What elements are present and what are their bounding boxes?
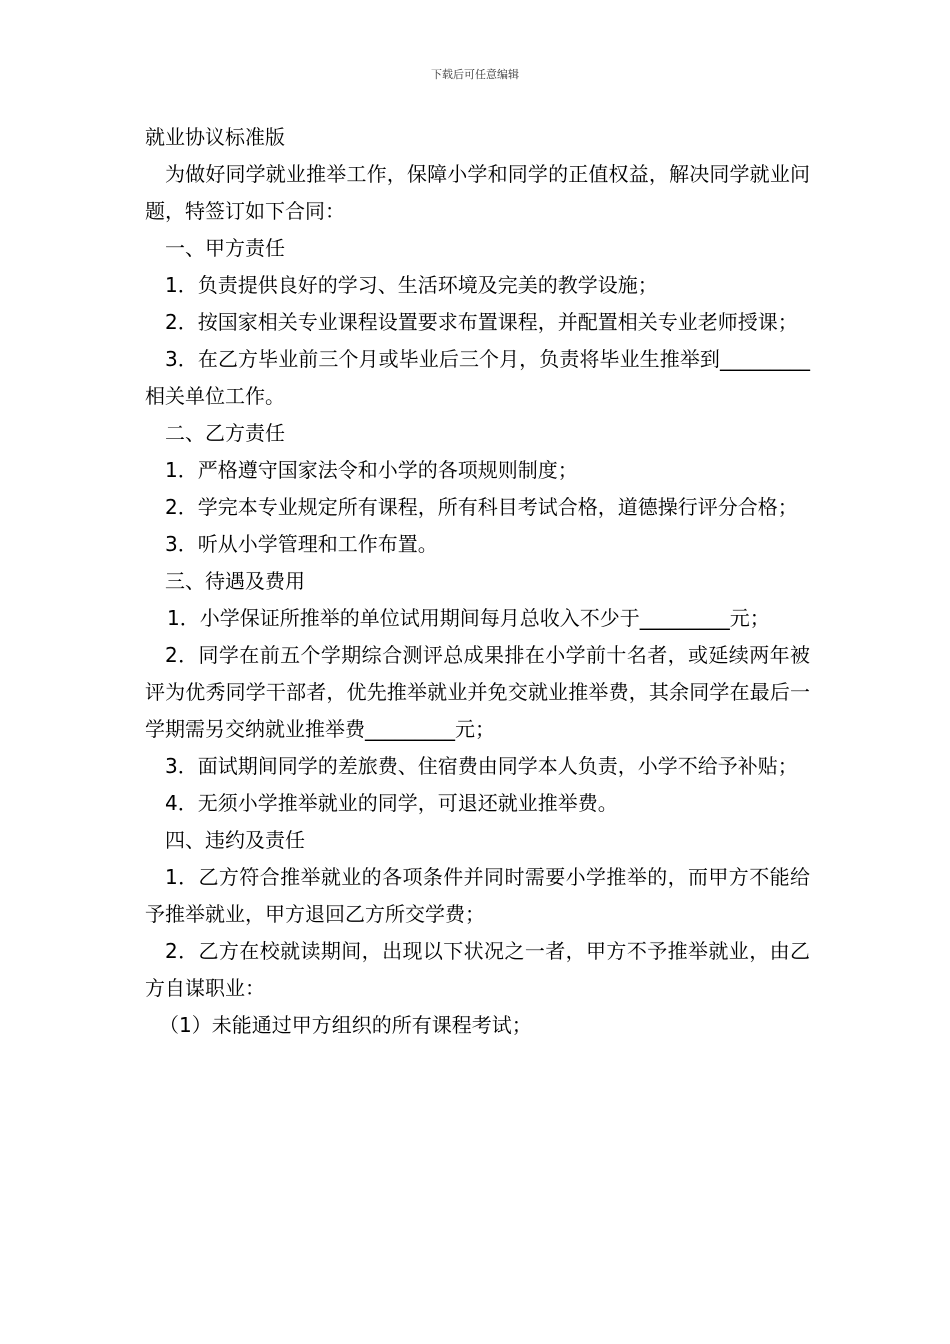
paragraph: （1）未能通过甲方组织的所有课程考试； <box>159 1013 532 1037</box>
paragraph: 1．严格遵守国家法令和小学的各项规则制度； <box>165 458 578 482</box>
paragraph: 2．按国家相关专业课程设置要求布置课程，并配置相关专业老师授课； <box>165 310 798 334</box>
paragraph: 3．面试期间同学的差旅费、住宿费由同学本人负责，小学不给予补贴； <box>165 754 798 778</box>
section-heading-2: 二、乙方责任 <box>165 421 285 445</box>
paragraph: 2．同学在前五个学期综合测评总成果排在小学前十名者，或延续两年被评为优秀同学干部者，优先推举就业并免交就业推举费，其余同学在最后一学期需另交纳就业推举费_________元； <box>145 643 810 741</box>
paragraph: 4．无须小学推举就业的同学，可退还就业推举费。 <box>165 791 618 815</box>
paragraph: 3．在乙方毕业前三个月或毕业后三个月，负责将毕业生推举到_________相关单位工作。 <box>145 347 810 408</box>
paragraph: 1．乙方符合推举就业的各项条件并同时需要小学推举的，而甲方不能给予推举就业，甲方退回乙方所交学费； <box>145 865 810 926</box>
paragraph: 1．负责提供良好的学习、生活环境及完美的教学设施； <box>165 273 658 297</box>
section-heading-1: 一、甲方责任 <box>165 236 285 260</box>
paragraph: 1．小学保证所推举的单位试用期间每月总收入不少于_________元； <box>167 606 770 630</box>
paragraph: 2．乙方在校就读期间，出现以下状况之一者，甲方不予推举就业，由乙方自谋职业： <box>145 939 810 1000</box>
paragraph: 2．学完本专业规定所有课程，所有科目考试合格，道德操行评分合格； <box>165 495 798 519</box>
paragraph-intro: 为做好同学就业推举工作，保障小学和同学的正值权益，解决同学就业问题，特签订如下合同： <box>145 162 810 223</box>
document-title: 就业协议标准版 <box>145 125 285 149</box>
paragraph: 3．听从小学管理和工作布置。 <box>165 532 438 556</box>
section-heading-3: 三、待遇及费用 <box>165 569 305 593</box>
page-header: 下载后可任意编辑 <box>431 68 519 81</box>
section-heading-4: 四、违约及责任 <box>165 828 305 852</box>
document-body <box>145 119 810 1044</box>
